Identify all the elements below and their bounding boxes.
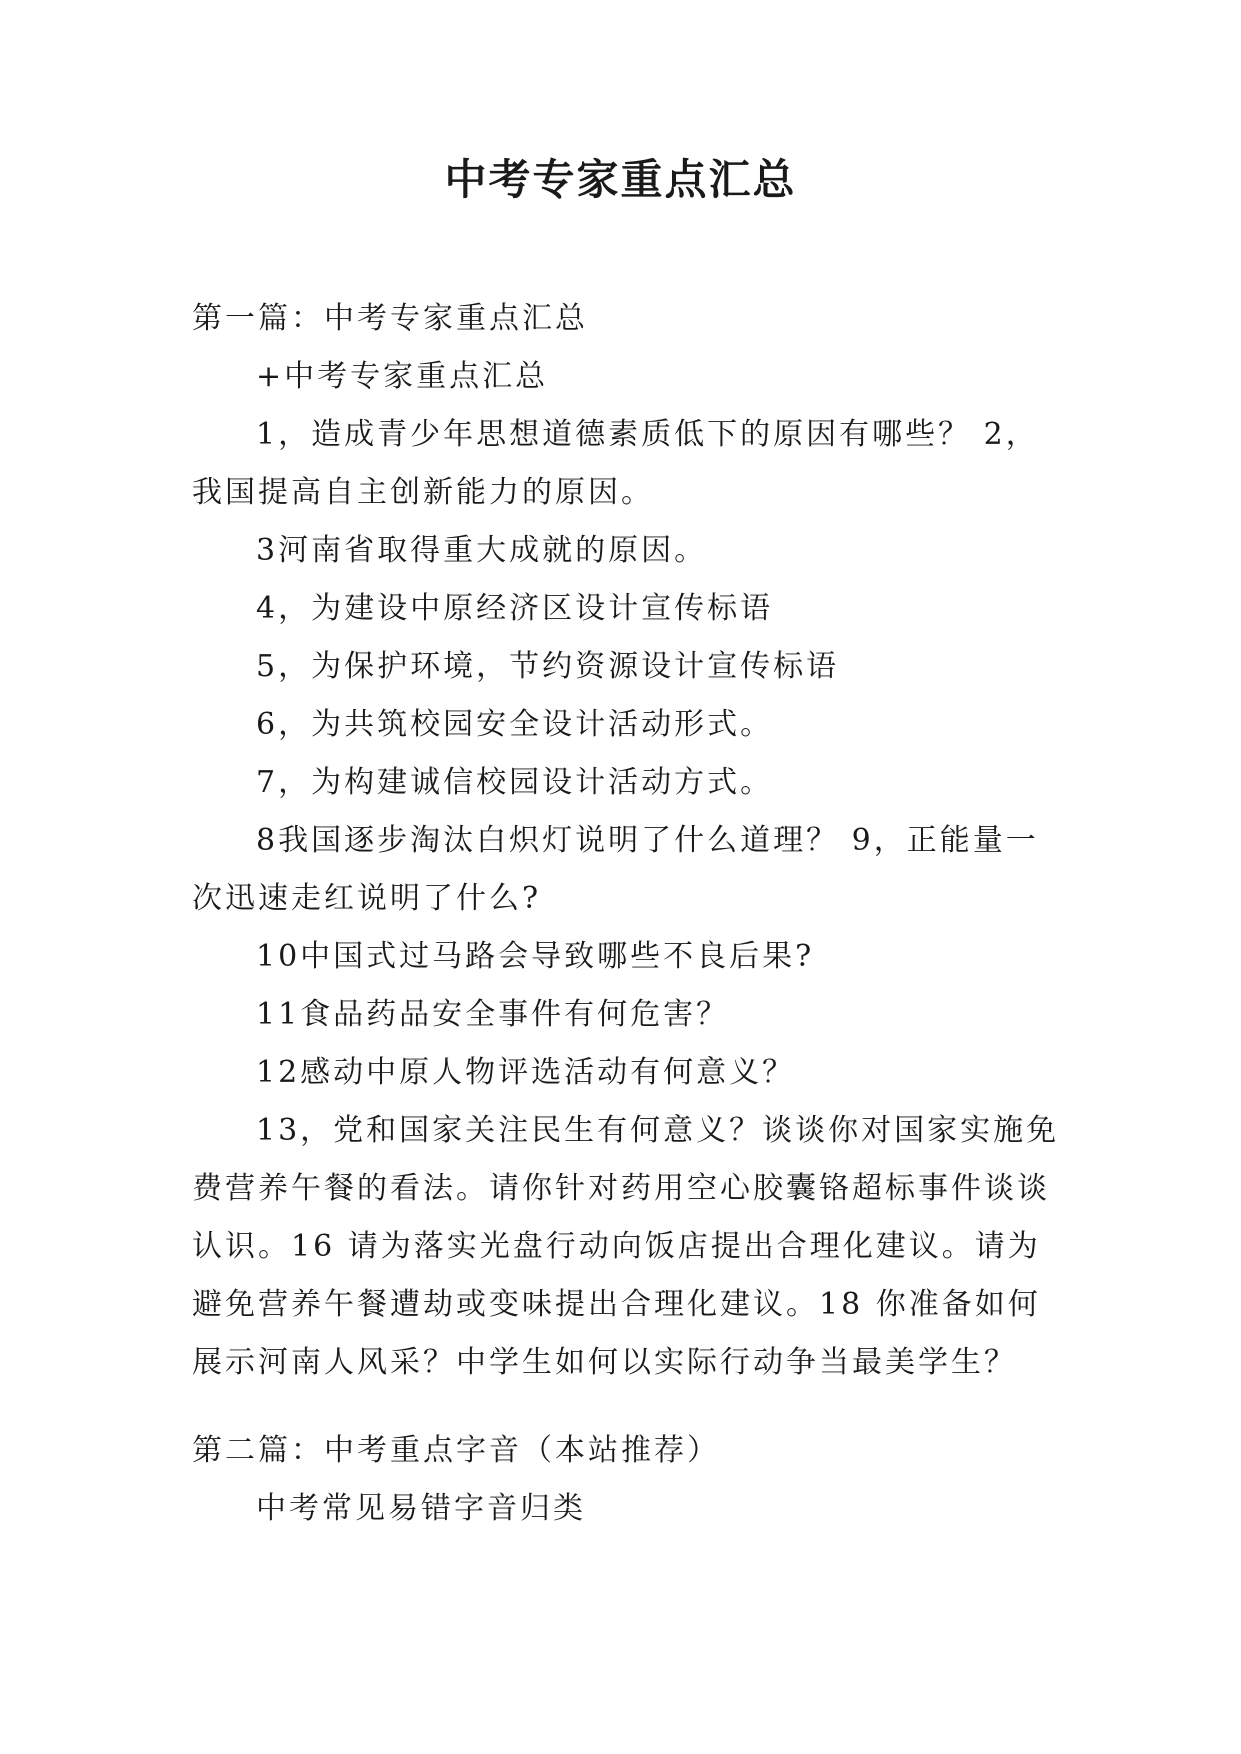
section-heading: 第一篇：中考专家重点汇总	[192, 301, 588, 336]
paragraph: 中考常见易错字音归类	[256, 1491, 586, 1526]
section-2	[192, 1422, 1062, 1538]
document-title: 中考专家重点汇总	[444, 155, 797, 204]
paragraph: +中考专家重点汇总	[256, 359, 549, 394]
document-body	[192, 290, 1062, 1538]
paragraph: 5，为保护环境，节约资源设计宣传标语	[256, 649, 840, 684]
section-spacer	[192, 1392, 1062, 1422]
paragraph: 10中国式过马路会导致哪些不良后果?	[256, 939, 815, 974]
paragraph: 3河南省取得重大成就的原因。	[256, 533, 708, 568]
paragraph: 6，为共筑校园安全设计活动形式。	[256, 707, 774, 742]
paragraph: 12感动中原人物评选活动有何意义？	[256, 1055, 796, 1090]
section-1	[192, 290, 1062, 1392]
paragraph: 13，党和国家关注民生有何意义？谈谈你对国家实施免费营养午餐的看法。请你针对药用空心胶囊铬超标事件谈谈认识。16 请为落实光盘行动向饭店提出合理化建议。请为避免营养午餐遭劫或变味提出合理化建议。18 你准备如何展示河南人风采？中学生如何以实际行动争当最美学生？	[192, 1113, 1060, 1380]
paragraph: 7，为构建诚信校园设计活动方式。	[256, 765, 774, 800]
paragraph: 4，为建设中原经济区设计宣传标语	[256, 591, 774, 626]
paragraph: 11食品药品安全事件有何危害？	[256, 997, 730, 1032]
paragraph: 1，造成青少年思想道德素质低下的原因有哪些？ 2，我国提高自主创新能力的原因。	[192, 417, 1039, 510]
paragraph: 8我国逐步淘汰白炽灯说明了什么道理？ 9，正能量一次迅速走红说明了什么?	[192, 823, 1039, 916]
section-heading: 第二篇：中考重点字音（本站推荐）	[192, 1433, 720, 1468]
